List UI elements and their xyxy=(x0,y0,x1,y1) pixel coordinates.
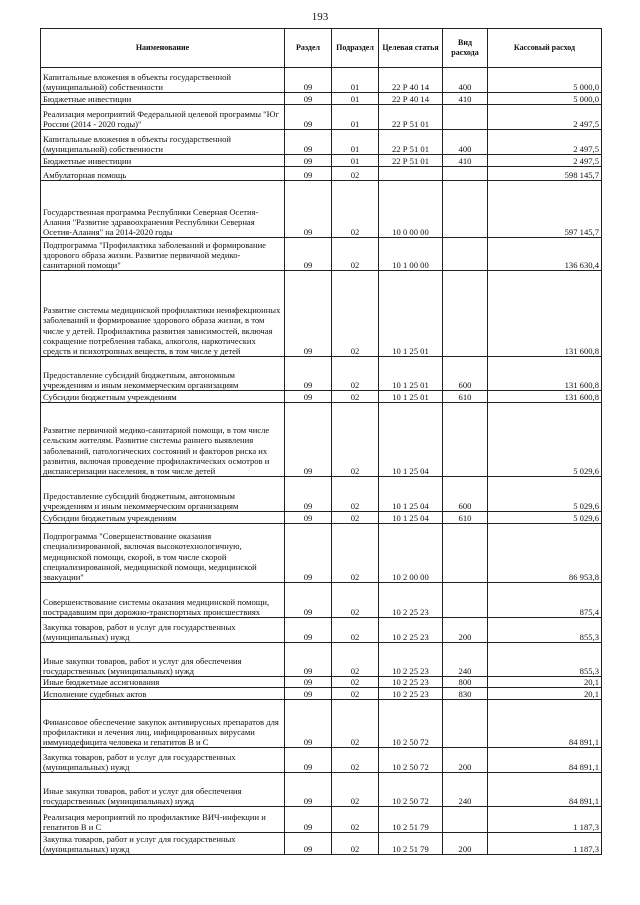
row-target-item-cell: 10 2 25 23 xyxy=(379,618,443,643)
row-cash-expense-cell: 84 891,1 xyxy=(488,773,602,807)
row-subsection-cell: 02 xyxy=(332,618,379,643)
row-expense-type-cell: 830 xyxy=(443,688,488,700)
row-expense-type-cell: 240 xyxy=(443,773,488,807)
column-header-expense-type: Вид расхода xyxy=(443,29,488,68)
row-subsection-cell: 02 xyxy=(332,807,379,833)
row-expense-type-cell: 200 xyxy=(443,833,488,855)
table-row xyxy=(41,93,602,105)
row-cash-expense-cell: 20,1 xyxy=(488,688,602,700)
row-target-item-cell: 22 Р 40 14 xyxy=(379,68,443,93)
row-target-item-cell: 10 2 51 79 xyxy=(379,807,443,833)
row-name-cell: Развитие системы медицинской профилактики неинфекционных заболеваний и формирование здорового образа жизни, в том числе у детей. Профилактика развития зависимостей, включая сокращение потребления табака, алкоголя, наркотических средств и психотропных веществ, в том числе у детей xyxy=(41,271,285,357)
row-name-cell: Совершенствование системы оказания медицинской помощи, пострадавшим при дорожно-транспортных происшествиях xyxy=(41,583,285,618)
row-cash-expense-cell: 20,1 xyxy=(488,677,602,688)
row-subsection-cell: 02 xyxy=(332,477,379,512)
row-section-cell: 09 xyxy=(285,618,332,643)
row-expense-type-cell: 400 xyxy=(443,68,488,93)
row-target-item-cell: 10 2 50 72 xyxy=(379,773,443,807)
row-name-cell: Предоставление субсидий бюджетным, автономным учреждениям и иным некоммерческим организациям xyxy=(41,477,285,512)
row-section-cell: 09 xyxy=(285,700,332,748)
row-target-item-cell: 10 2 25 23 xyxy=(379,583,443,618)
row-section-cell: 09 xyxy=(285,512,332,524)
table-row xyxy=(41,583,602,618)
column-header-name: Наименование xyxy=(41,29,285,68)
table-row xyxy=(41,130,602,155)
row-subsection-cell: 02 xyxy=(332,833,379,855)
row-cash-expense-cell: 5 029,6 xyxy=(488,512,602,524)
column-header-target-item: Целевая статья xyxy=(379,29,443,68)
row-expense-type-cell xyxy=(443,181,488,238)
row-target-item-cell: 10 1 25 04 xyxy=(379,477,443,512)
column-header-section: Раздел xyxy=(285,29,332,68)
row-target-item-cell: 10 2 25 23 xyxy=(379,677,443,688)
row-section-cell: 09 xyxy=(285,807,332,833)
row-subsection-cell: 02 xyxy=(332,688,379,700)
row-cash-expense-cell: 84 891,1 xyxy=(488,700,602,748)
row-subsection-cell: 02 xyxy=(332,391,379,403)
row-name-cell: Реализация мероприятий Федеральной целевой программы "Юг России (2014 - 2020 годы)" xyxy=(41,105,285,130)
row-target-item-cell: 10 2 50 72 xyxy=(379,748,443,773)
table-row xyxy=(41,807,602,833)
table-row xyxy=(41,68,602,93)
row-cash-expense-cell: 598 145,7 xyxy=(488,167,602,181)
row-section-cell: 09 xyxy=(285,773,332,807)
row-target-item-cell: 22 Р 51 01 xyxy=(379,155,443,167)
row-target-item-cell: 22 Р 51 01 xyxy=(379,105,443,130)
row-name-cell: Бюджетные инвестиции xyxy=(41,93,285,105)
row-cash-expense-cell: 131 600,8 xyxy=(488,391,602,403)
row-cash-expense-cell: 131 600,8 xyxy=(488,357,602,391)
row-expense-type-cell: 200 xyxy=(443,618,488,643)
row-name-cell: Предоставление субсидий бюджетным, автономным учреждениям и иным некоммерческим организациям xyxy=(41,357,285,391)
row-target-item-cell: 10 2 25 23 xyxy=(379,643,443,677)
row-subsection-cell: 02 xyxy=(332,773,379,807)
row-name-cell: Исполнение судебных актов xyxy=(41,688,285,700)
row-expense-type-cell xyxy=(443,524,488,583)
table-row xyxy=(41,477,602,512)
table-row xyxy=(41,700,602,748)
row-subsection-cell: 02 xyxy=(332,167,379,181)
row-cash-expense-cell: 1 187,3 xyxy=(488,807,602,833)
row-name-cell: Подпрограмма "Профилактика заболеваний и формирование здорового образа жизни. Развитие первичной медико-санитарной помощи" xyxy=(41,238,285,271)
row-subsection-cell: 02 xyxy=(332,524,379,583)
row-expense-type-cell xyxy=(443,238,488,271)
table-header-row xyxy=(41,29,602,68)
row-section-cell: 09 xyxy=(285,238,332,271)
row-expense-type-cell: 410 xyxy=(443,93,488,105)
row-cash-expense-cell: 2 497,5 xyxy=(488,130,602,155)
row-section-cell: 09 xyxy=(285,271,332,357)
row-section-cell: 09 xyxy=(285,130,332,155)
row-section-cell: 09 xyxy=(285,68,332,93)
budget-table xyxy=(40,28,602,855)
table-row xyxy=(41,677,602,688)
row-subsection-cell: 02 xyxy=(332,357,379,391)
row-name-cell: Закупка товаров, работ и услуг для государственных (муниципальных) нужд xyxy=(41,748,285,773)
row-subsection-cell: 02 xyxy=(332,238,379,271)
row-section-cell: 09 xyxy=(285,155,332,167)
table-row xyxy=(41,181,602,238)
row-section-cell: 09 xyxy=(285,583,332,618)
row-name-cell: Государственная программа Республики Северная Осетия-Алания "Развитие здравоохранения Республики Северная Осетия-Алания" на 2014-2020 годы xyxy=(41,181,285,238)
row-expense-type-cell: 800 xyxy=(443,677,488,688)
row-name-cell: Субсидии бюджетным учреждениям xyxy=(41,512,285,524)
table-row xyxy=(41,238,602,271)
table-row xyxy=(41,643,602,677)
row-expense-type-cell xyxy=(443,807,488,833)
row-target-item-cell: 10 1 25 01 xyxy=(379,391,443,403)
row-name-cell: Закупка товаров, работ и услуг для государственных (муниципальных) нужд xyxy=(41,618,285,643)
row-target-item-cell: 10 0 00 00 xyxy=(379,181,443,238)
table-row xyxy=(41,618,602,643)
row-name-cell: Подпрограмма "Совершенствование оказания специализированной, включая высокотехнологичную, медицинской помощи, скорой, в том числе скорой специализированной, медицинской помощи, медицинской эвакуации" xyxy=(41,524,285,583)
row-section-cell: 09 xyxy=(285,688,332,700)
row-subsection-cell: 02 xyxy=(332,403,379,477)
row-expense-type-cell xyxy=(443,700,488,748)
row-expense-type-cell: 400 xyxy=(443,130,488,155)
row-cash-expense-cell: 136 630,4 xyxy=(488,238,602,271)
row-target-item-cell: 22 Р 40 14 xyxy=(379,93,443,105)
row-section-cell: 09 xyxy=(285,643,332,677)
row-section-cell: 09 xyxy=(285,833,332,855)
row-expense-type-cell xyxy=(443,271,488,357)
row-cash-expense-cell: 5 000,0 xyxy=(488,93,602,105)
row-subsection-cell: 01 xyxy=(332,93,379,105)
table-row xyxy=(41,105,602,130)
row-name-cell: Капитальные вложения в объекты государственной (муниципальной) собственности xyxy=(41,68,285,93)
row-subsection-cell: 01 xyxy=(332,155,379,167)
table-row xyxy=(41,773,602,807)
row-cash-expense-cell: 855,3 xyxy=(488,618,602,643)
row-subsection-cell: 02 xyxy=(332,700,379,748)
row-cash-expense-cell: 5 029,6 xyxy=(488,403,602,477)
row-target-item-cell: 10 1 00 00 xyxy=(379,238,443,271)
table-row xyxy=(41,748,602,773)
row-target-item-cell: 10 1 25 04 xyxy=(379,512,443,524)
row-name-cell: Развитие первичной медико-санитарной помощи, в том числе сельским жителям. Развитие системы раннего выявления заболеваний, патологических состояний и факторов риска их развития, включая проведение профилактических осмотров и диспансеризации населения, в том числе детей xyxy=(41,403,285,477)
row-expense-type-cell xyxy=(443,167,488,181)
row-target-item-cell: 10 2 50 72 xyxy=(379,700,443,748)
table-row xyxy=(41,688,602,700)
table-row xyxy=(41,512,602,524)
row-cash-expense-cell: 1 187,3 xyxy=(488,833,602,855)
row-name-cell: Финансовое обеспечение закупок антивирусных препаратов для профилактики и лечения лиц, инфицированных вирусами иммунодефицита человека и гепатитов В и С xyxy=(41,700,285,748)
table-row xyxy=(41,403,602,477)
table-row xyxy=(41,155,602,167)
row-target-item-cell: 10 1 25 01 xyxy=(379,357,443,391)
table-row xyxy=(41,357,602,391)
row-section-cell: 09 xyxy=(285,105,332,130)
row-section-cell: 09 xyxy=(285,181,332,238)
column-header-subsection: Подраздел xyxy=(332,29,379,68)
row-section-cell: 09 xyxy=(285,167,332,181)
row-section-cell: 09 xyxy=(285,93,332,105)
row-cash-expense-cell: 84 891,1 xyxy=(488,748,602,773)
row-name-cell: Иные бюджетные ассигнования xyxy=(41,677,285,688)
row-subsection-cell: 02 xyxy=(332,181,379,238)
row-subsection-cell: 02 xyxy=(332,643,379,677)
row-subsection-cell: 01 xyxy=(332,105,379,130)
table-row xyxy=(41,524,602,583)
row-target-item-cell: 10 2 00 00 xyxy=(379,524,443,583)
row-name-cell: Закупка товаров, работ и услуг для государственных (муниципальных) нужд xyxy=(41,833,285,855)
row-subsection-cell: 02 xyxy=(332,677,379,688)
row-target-item-cell: 10 2 51 79 xyxy=(379,833,443,855)
row-section-cell: 09 xyxy=(285,391,332,403)
row-expense-type-cell: 410 xyxy=(443,155,488,167)
row-name-cell: Субсидии бюджетным учреждениям xyxy=(41,391,285,403)
row-cash-expense-cell: 875,4 xyxy=(488,583,602,618)
page-number: 193 xyxy=(311,11,329,23)
row-target-item-cell: 10 1 25 04 xyxy=(379,403,443,477)
row-name-cell: Бюджетные инвестиции xyxy=(41,155,285,167)
row-expense-type-cell: 200 xyxy=(443,748,488,773)
row-section-cell: 09 xyxy=(285,357,332,391)
row-subsection-cell: 01 xyxy=(332,130,379,155)
row-section-cell: 09 xyxy=(285,477,332,512)
row-expense-type-cell: 240 xyxy=(443,643,488,677)
row-subsection-cell: 02 xyxy=(332,512,379,524)
row-section-cell: 09 xyxy=(285,748,332,773)
row-cash-expense-cell: 855,3 xyxy=(488,643,602,677)
row-target-item-cell: 22 Р 51 01 xyxy=(379,130,443,155)
row-target-item-cell xyxy=(379,167,443,181)
row-section-cell: 09 xyxy=(285,524,332,583)
table-row xyxy=(41,271,602,357)
row-subsection-cell: 02 xyxy=(332,748,379,773)
table-row xyxy=(41,833,602,855)
row-subsection-cell: 02 xyxy=(332,583,379,618)
column-header-cash-expense: Кассовый расход xyxy=(488,29,602,68)
row-expense-type-cell: 600 xyxy=(443,357,488,391)
row-name-cell: Капитальные вложения в объекты государственной (муниципальной) собственности xyxy=(41,130,285,155)
row-name-cell: Реализация мероприятий по профилактике ВИЧ-инфекции и гепатитов В и С xyxy=(41,807,285,833)
row-expense-type-cell xyxy=(443,105,488,130)
row-subsection-cell: 02 xyxy=(332,271,379,357)
row-target-item-cell: 10 1 25 01 xyxy=(379,271,443,357)
row-expense-type-cell: 610 xyxy=(443,512,488,524)
row-name-cell: Амбулаторная помощь xyxy=(41,167,285,181)
row-cash-expense-cell: 2 497,5 xyxy=(488,105,602,130)
row-section-cell: 09 xyxy=(285,403,332,477)
row-expense-type-cell xyxy=(443,583,488,618)
row-cash-expense-cell: 597 145,7 xyxy=(488,181,602,238)
table-row xyxy=(41,391,602,403)
row-target-item-cell: 10 2 25 23 xyxy=(379,688,443,700)
row-cash-expense-cell: 131 600,8 xyxy=(488,271,602,357)
row-expense-type-cell xyxy=(443,403,488,477)
row-cash-expense-cell: 5 029,6 xyxy=(488,477,602,512)
row-cash-expense-cell: 86 953,8 xyxy=(488,524,602,583)
row-subsection-cell: 01 xyxy=(332,68,379,93)
row-name-cell: Иные закупки товаров, работ и услуг для обеспечения государственных (муниципальных) нужд xyxy=(41,643,285,677)
row-cash-expense-cell: 5 000,0 xyxy=(488,68,602,93)
row-name-cell: Иные закупки товаров, работ и услуг для обеспечения государственных (муниципальных) нужд xyxy=(41,773,285,807)
row-section-cell: 09 xyxy=(285,677,332,688)
row-cash-expense-cell: 2 497,5 xyxy=(488,155,602,167)
row-expense-type-cell: 600 xyxy=(443,477,488,512)
table-row xyxy=(41,167,602,181)
row-expense-type-cell: 610 xyxy=(443,391,488,403)
